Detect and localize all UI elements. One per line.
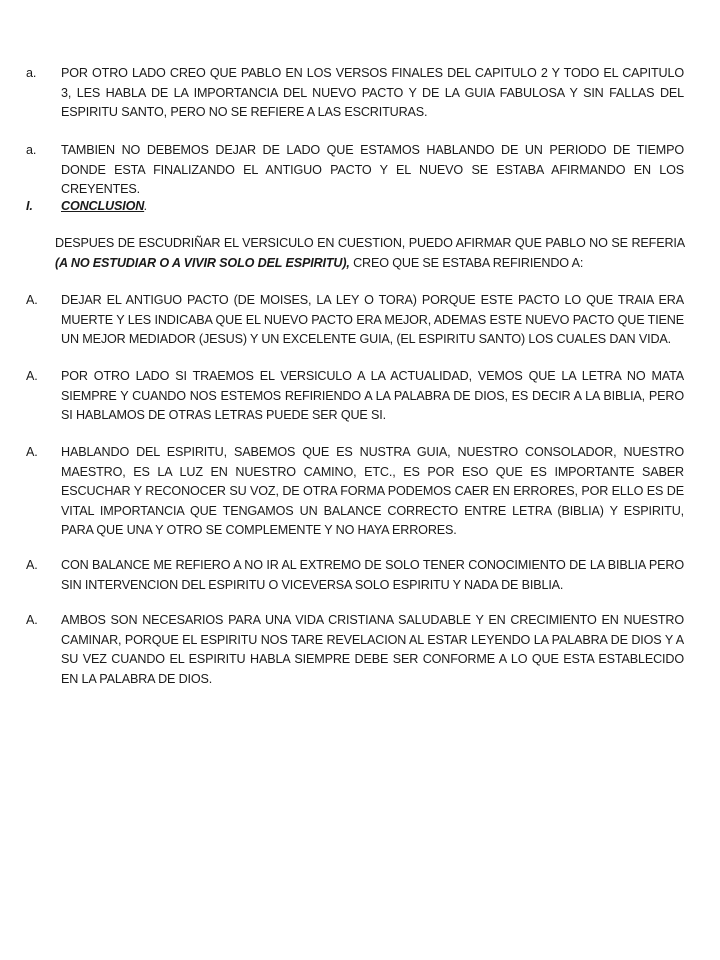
list-item-text: HABLANDO DEL ESPIRITU, SABEMOS QUE ES NUSTRA GUIA, NUESTRO CONSOLADOR, NUESTRO MAESTRO, ES LA LUZ EN NUESTRO CAMINO, ETC., ES POR ESO QUE ES IMPORTANTE SABER ESCUCHAR Y RECONOCER SU VOZ, DE OTRA FORMA PODEMOS CAER EN ERRORES, POR ELLO ES DE VITAL IMPORTANCIA QUE TENGAMOS UN BALANCE CORRECTO ENTRE LETRA (BIBLIA) Y ESPIRITU, PARA QUE UNA Y OTRO SE COMPLEMENTE Y NO HAYA ERRORES. xyxy=(61,445,684,538)
list-item-A-4 xyxy=(26,556,684,595)
list-item-text: DEJAR EL ANTIGUO PACTO (DE MOISES, LA LEY O TORA) PORQUE ESTE PACTO LO QUE TRAIA ERA MUERTE Y LES INDICABA QUE EL NUEVO PACTO ERA MEJOR, ADEMAS ESTE NUEVO PACTO QUE TIENE UN MEJOR MEDIADOR (JESUS) Y UN EXCELENTE GUIA, (EL ESPIRITU SANTO) LOS CUALES DAN VIDA. xyxy=(61,293,684,347)
list-item-text: AMBOS SON NECESARIOS PARA UNA VIDA CRISTIANA SALUDABLE Y EN CRECIMIENTO EN NUESTRO CAMINAR, PORQUE EL ESPIRITU NOS TARE REVELACION AL ESTAR LEYENDO LA PALABRA DE DIOS Y A SU VEZ CUANDO EL ESPIRITU HABLA SIEMPRE DEBE SER CONFORME A LO QUE ESTA ESTABLECIDO EN LA PALABRA DE DIOS. xyxy=(61,613,684,686)
list-marker: A. xyxy=(26,558,38,572)
list-marker: A. xyxy=(26,293,38,307)
list-marker: A. xyxy=(26,445,38,459)
list-item-text: POR OTRO LADO CREO QUE PABLO EN LOS VERSOS FINALES DEL CAPITULO 2 Y TODO EL CAPITULO 3, LES HABLA DE LA IMPORTANCIA DEL NUEVO PACTO Y DE LA GUIA FABULOSA Y SIN FALLAS DEL ESPIRITU SANTO, PERO NO SE REFIERE A LAS ESCRITURAS. xyxy=(61,66,684,120)
list-marker: A. xyxy=(26,369,38,383)
list-item-a-2 xyxy=(26,141,684,200)
list-item-a-1 xyxy=(26,64,684,123)
intro-text-start: DESPUES DE ESCUDRIÑAR EL VERSICULO EN CUESTION, PUEDO AFIRMAR QUE PABLO NO SE REFERIA xyxy=(55,236,685,250)
list-item-A-5 xyxy=(26,611,684,689)
intro-emphasis: (A NO ESTUDIAR O A VIVIR SOLO DEL ESPIRITU), xyxy=(55,255,350,270)
intro-text-end: CREO QUE SE ESTABA REFIRIENDO A: xyxy=(349,255,584,270)
list-marker: A. xyxy=(26,613,38,627)
conclusion-intro xyxy=(55,234,685,273)
list-item-text: POR OTRO LADO SI TRAEMOS EL VERSICULO A LA ACTUALIDAD, VEMOS QUE LA LETRA NO MATA SIEMPRE Y CUANDO NOS ESTEMOS REFIRIENDO A LA PALABRA DE DIOS, ES DECIR A LA BIBLIA, PERO SI HABLAMOS DE OTRAS LETRAS PUEDE SER QUE SI. xyxy=(61,369,684,423)
list-item-text: TAMBIEN NO DEBEMOS DEJAR DE LADO QUE ESTAMOS HABLANDO DE UN PERIODO DE TIEMPO DONDE ESTA FINALIZANDO EL ANTIGUO PACTO Y EL NUEVO SE ESTABA AFIRMANDO EN LOS CREYENTES. xyxy=(61,143,684,197)
list-marker: a. xyxy=(26,66,37,80)
list-item-A-3 xyxy=(26,443,684,541)
list-item-A-2 xyxy=(26,367,684,426)
section-marker: I. xyxy=(26,199,33,213)
section-title: CONCLUSION xyxy=(61,199,145,213)
section-title-suffix: . xyxy=(144,199,148,213)
list-item-text: CON BALANCE ME REFIERO A NO IR AL EXTREMO DE SOLO TENER CONOCIMIENTO DE LA BIBLIA PERO SIN INTERVENCION DEL ESPIRITU O VICEVERSA SOLO ESPIRITU Y NADA DE BIBLIA. xyxy=(61,558,684,592)
list-marker: a. xyxy=(26,143,37,157)
list-item-A-1 xyxy=(26,291,684,350)
section-heading xyxy=(26,197,684,217)
